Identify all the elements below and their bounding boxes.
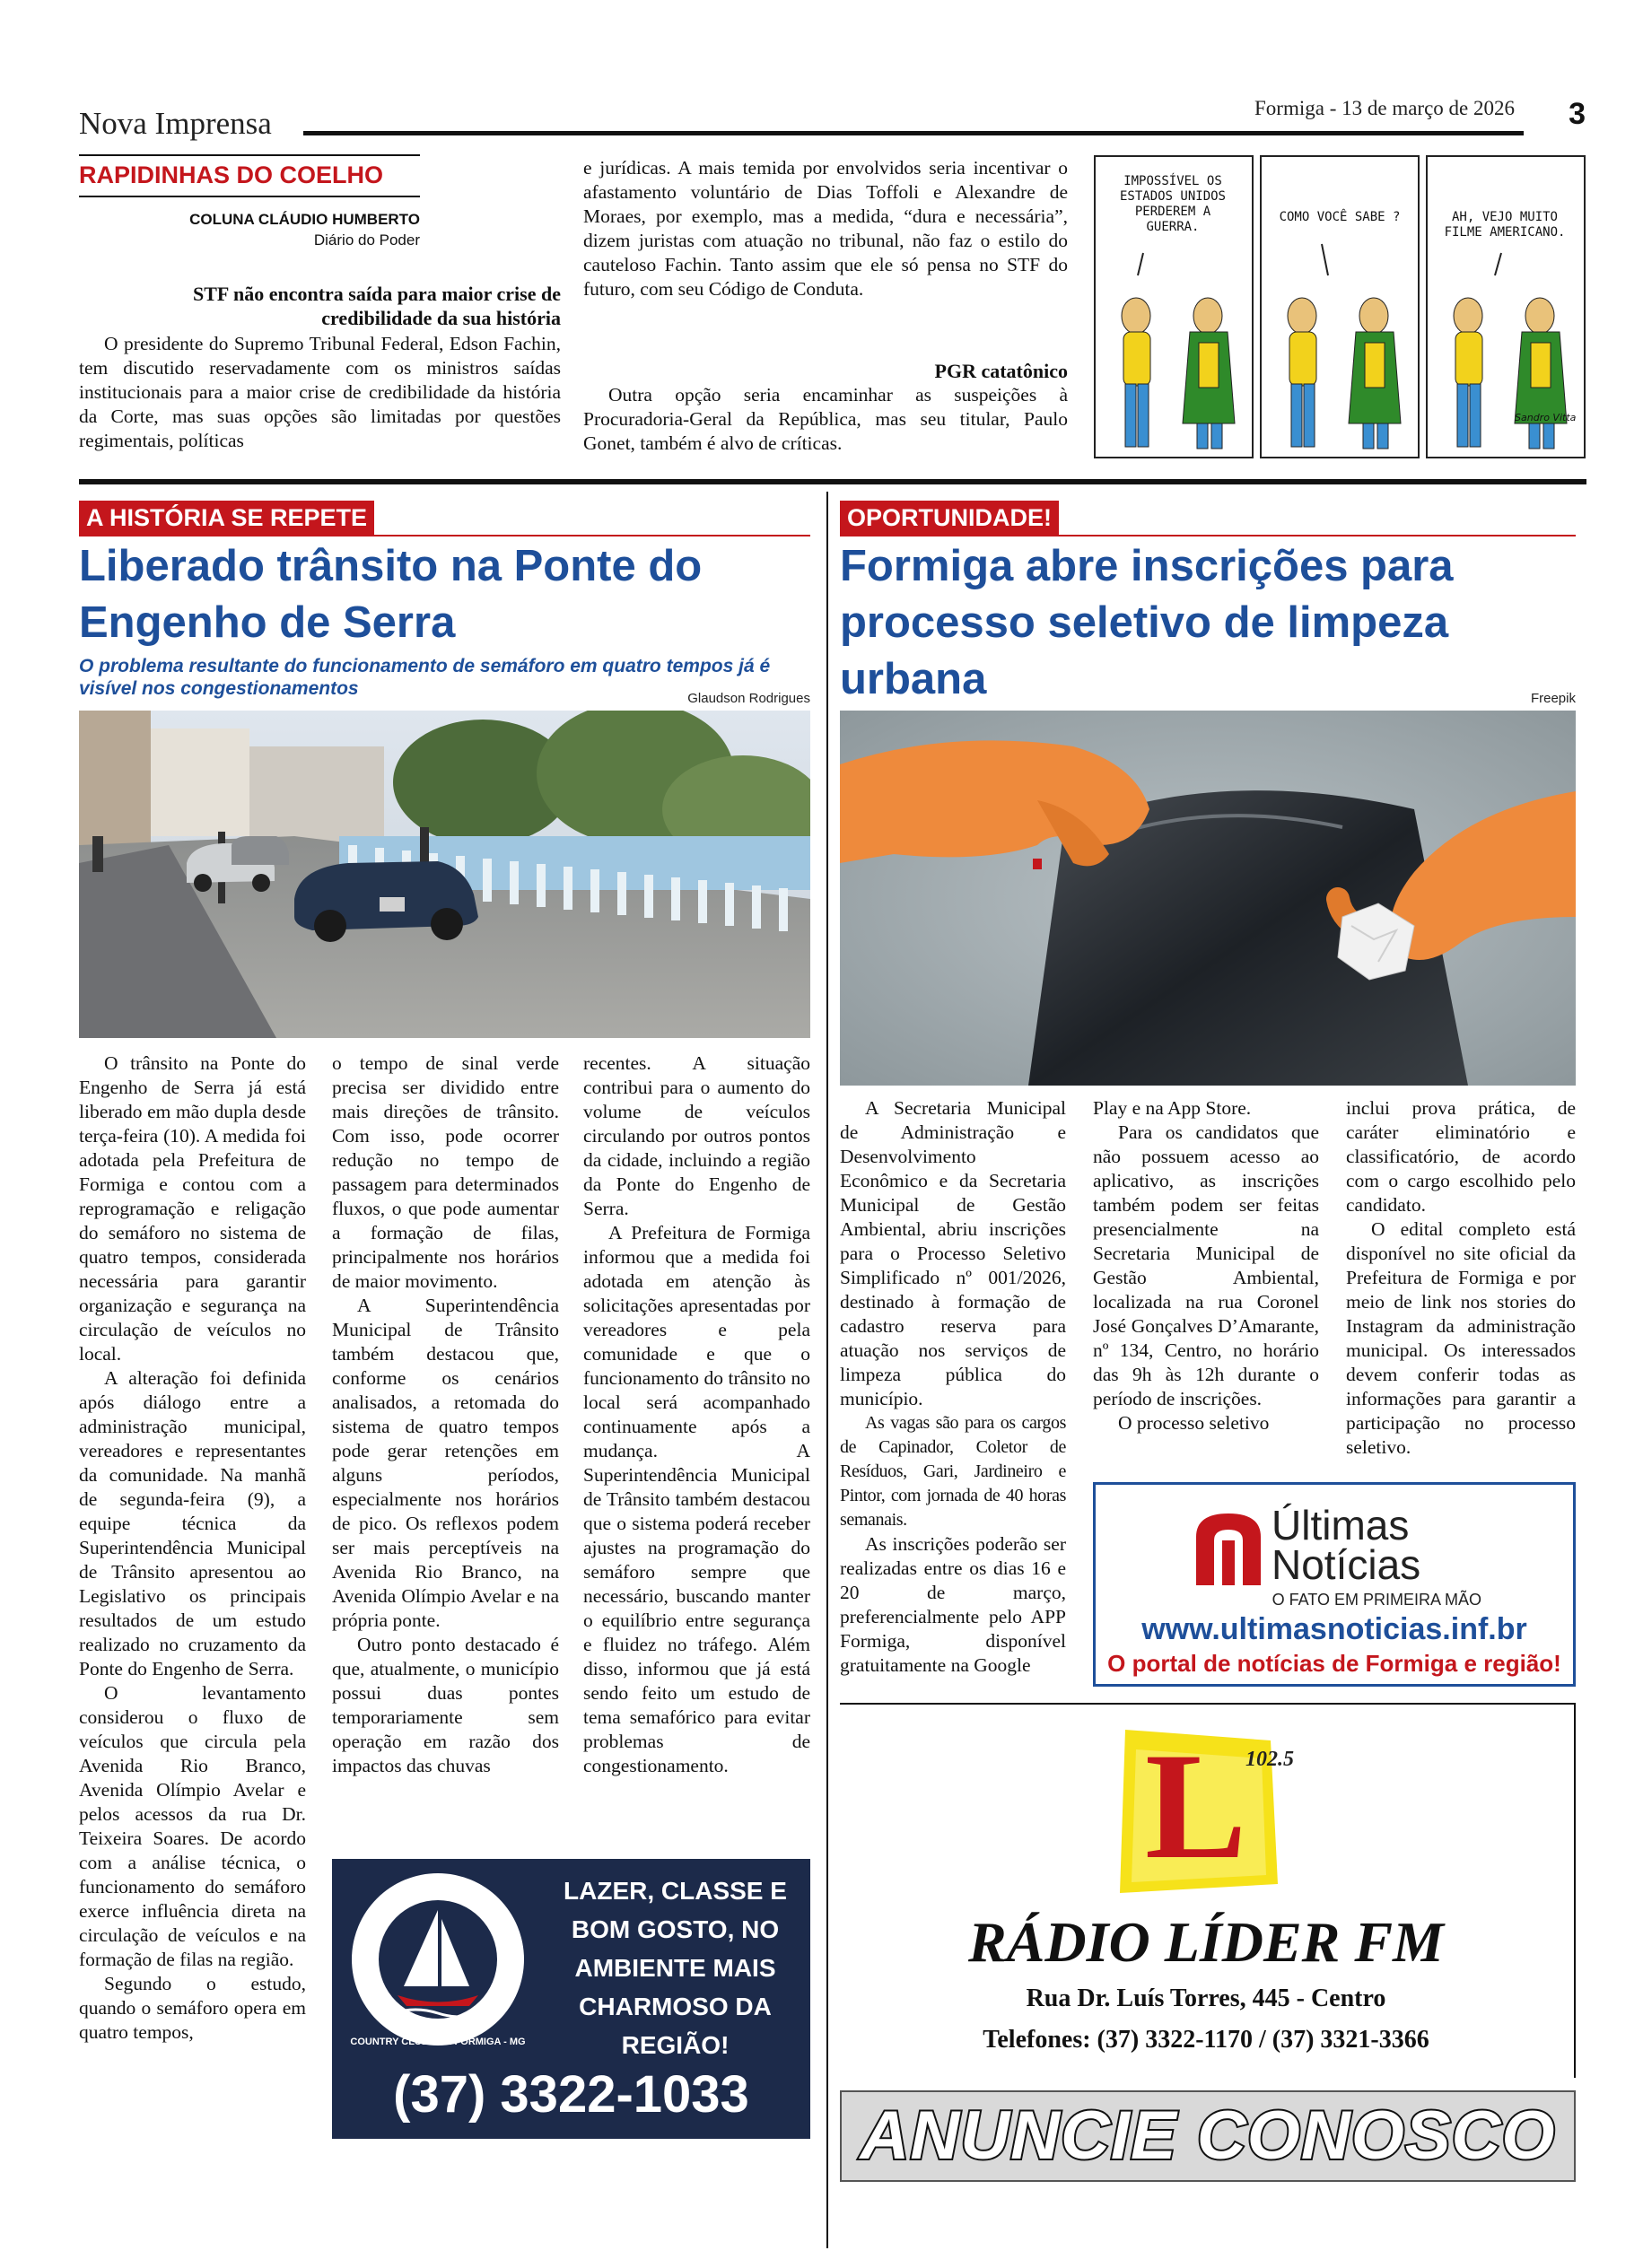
article1-photo-credit: Glaudson Rodrigues xyxy=(687,691,810,706)
article1-kicker-rule xyxy=(79,535,810,536)
ad-radio-lider[interactable] xyxy=(840,1703,1576,2078)
radio-address: Rua Dr. Luís Torres, 445 - Centro xyxy=(1026,1984,1386,2012)
ultimas-tagline: O FATO EM PRIMEIRA MÃO xyxy=(1272,1591,1481,1609)
column-title: RAPIDINHAS DO COELHO xyxy=(79,161,384,188)
article1-headline: Liberado trânsito na Ponte do Engenho de Serra xyxy=(79,542,703,647)
edition-date: Formiga - 13 de março de 2026 xyxy=(1254,97,1515,119)
article2-headline: Formiga abre inscrições para processo seletivo de limpeza urbana xyxy=(840,542,1454,703)
page-number: 3 xyxy=(1569,97,1586,131)
ad-country-club[interactable] xyxy=(332,1859,810,2139)
anuncie-text: ANUNCIE CONOSCO xyxy=(860,2098,1556,2174)
article1-kicker: A HISTÓRIA SE REPETE xyxy=(79,501,374,535)
ultimas-url[interactable]: www.ultimasnoticias.inf.br xyxy=(1141,1612,1527,1646)
column-subhead: PGR catatônico xyxy=(934,360,1068,382)
column-source: Diário do Poder xyxy=(313,231,420,249)
column-headline: STF não encontra saída para maior crise de credibilidade da sua história xyxy=(192,283,561,329)
country-club-slogan: LAZER, CLASSE E BOM GOSTO, NO AMBIENTE MAIS CHARMOSO DA REGIÃO! xyxy=(564,1877,787,2059)
ultimas-slogan: O portal de notícias de Formiga e região! xyxy=(1107,1650,1561,1677)
article2-col3: inclui prova prática, de caráter eliminatório e classificatório, de acordo com o cargo escolhido pelo candidato. O edital completo está disponível no site oficial da Prefeitura de Formiga e por meio de link nos stories do Instagram da administração municipal. Os interessados devem conferir todas as informações para garantir a participação no processo seletivo. xyxy=(1346,1097,1576,1458)
column-divider xyxy=(826,492,828,2248)
section-rule xyxy=(79,479,1586,484)
cartoon-signature: Sandro Vitta xyxy=(1515,412,1577,423)
radio-name: RÁDIO LÍDER FM xyxy=(968,1910,1444,1974)
ultimas-brand-2: Notícias xyxy=(1272,1541,1421,1588)
anuncie-banner[interactable] xyxy=(840,2090,1576,2182)
article2-photo-credit: Freepik xyxy=(1530,691,1576,706)
column-author: COLUNA CLÁUDIO HUMBERTO xyxy=(189,211,420,228)
cartoon-balloon-2: COMO VOCÊ SABE ? xyxy=(1279,210,1401,224)
column-text-1: O presidente do Supremo Tribunal Federal, Edson Fachin, tem discutido reservadamente com os ministros saídas institucionais para a maior crise de credibilidade da história da Corte, mas suas opções são limitadas por questões regimentais, políticas xyxy=(79,333,561,451)
column-title-rule-top xyxy=(79,154,420,156)
radio-frequency: 102.5 xyxy=(1245,1748,1294,1771)
ad-ultimas-noticias[interactable] xyxy=(1093,1482,1576,1687)
ultimas-brand-1: Últimas xyxy=(1272,1502,1410,1548)
article2-kicker-rule xyxy=(840,535,1576,536)
column-text-3: Outra opção seria encaminhar as suspeições à Procuradoria-Geral da República, mas seu titular, Paulo Gonet, também é alvo de críticas. xyxy=(583,384,1068,454)
radio-phones: Telefones: (37) 3322-1170 / (37) 3321-3366 xyxy=(983,2026,1429,2054)
article2-col2: Play e na App Store. Para os candidatos que não possuem acesso ao aplicativo, as inscrições também podem ser feitas presencialmente na Secretaria Municipal de Gestão Ambiental, localizada na rua Coronel José Gonçalves D’Amarante, nº 134, Centro, no horário das 9h às 12h durante o período de inscrições. O processo seletivo xyxy=(1093,1097,1319,1434)
country-club-ring-text: COUNTRY CLUBE DE FORMIGA - MG xyxy=(350,2037,526,2047)
column-title-rule-bottom xyxy=(79,196,420,197)
article2-photo xyxy=(840,711,1576,1086)
article1-col1: O trânsito na Ponte do Engenho de Serra já está liberado em mão dupla desde terça-feira (10). A medida foi adotada pela Prefeitura de Formiga e contou com a reprogramação e religação do semáforo no sistema de quatro tempos, considerada necessária para garantir organização e segurança na circulação de veículos no local. A alteração foi definida após diálogo entre a administração municipal, vereadores e representantes da comunidade. Na manhã de segunda-feira (9), a equipe técnica da Superintendência Municipal de Trânsito apresentou ao Legislativo os principais resultados de um estudo realizado no cruzamento da Ponte do Engenho de Serra. O levantamento considerou o fluxo de veículos que circula pela Avenida Rio Branco, Avenida Olímpio Avelar e pelos acessos da rua Dr. Teixeira Soares. De acordo com a análise técnica, o funcionamento do semáforo exerce influência direta na circulação de veículos e na formação de filas na região. Segundo o estudo, quando o semáforo opera em quatro tempos, xyxy=(79,1052,306,2043)
masthead-rule xyxy=(303,131,1524,135)
article1-col3: recentes. A situação contribui para o aumento do volume de veículos circulando por outros pontos da cidade, incluindo a região da Ponte do Engenho de Serra. A Prefeitura de Formiga informou que a medida foi adotada em atenção às solicitações apresentadas por vereadores e pela comunidade e que o funcionamento do trânsito no local será acompanhado continuamente após a mudança. A Superintendência Municipal de Trânsito também destacou que o sistema poderá receber ajustes na programação do semáforo sempre que necessário, buscando manter o equilíbrio entre segurança e fluidez no tráfego. Além disso, informou que já está sendo feito um estudo de tema semafórico para evitar problemas de congestionamento. xyxy=(583,1052,810,1776)
radio-lider-letter: L xyxy=(1145,1722,1247,1890)
country-club-phone: (37) 3322-1033 xyxy=(393,2065,749,2124)
cartoon-balloon-3: AH, VEJO MUITO FILME AMERICANO. xyxy=(1444,210,1566,240)
article1-photo xyxy=(79,711,810,1038)
article2-col1: A Secretaria Municipal de Administração e Desenvolvimento Econômico e da Secretaria Municipal de Gestão Ambiental, abriu inscrições para o Processo Seletivo Simplificado nº 001/2026, destinado à formação de cadastro reserva para atuação nos serviços de limpeza pública do município. As vagas são para os cargos de Capinador, Coletor de Resíduos, Gari, Jardineiro e Pintor, com jornada de 40 horas semanais. As inscrições poderão ser realizadas entre os dias 16 e 20 de março, preferencialmente pelo APP Formiga, disponível gratuitamente na Google xyxy=(840,1097,1066,1676)
country-club-logo xyxy=(348,1870,528,2049)
cartoon xyxy=(1093,154,1586,459)
article2-kicker: OPORTUNIDADE! xyxy=(840,501,1059,535)
publication-name: Nova Imprensa xyxy=(79,106,272,141)
column-text-2: e jurídicas. A mais temida por envolvidos seria incentivar o afastamento voluntário de Dias Toffoli e Alexandre de Moraes, por exemplo, mas a medida, “dura e necessária”, dizem juristas com atuação no tribunal, não faz o estilo do cauteloso Fachin. Tanto assim que ele só pensa no STF do futuro, com seu Código de Conduta. xyxy=(583,157,1068,300)
ultimas-noticias-logo xyxy=(1193,1510,1264,1587)
article1-subhead: O problema resultante do funcionamento de semáforo em quatro tempos já é visível nos congestionamentos xyxy=(79,656,771,699)
cartoon-balloon-1: IMPOSSÍVEL OS ESTADOS UNIDOS PERDEREM A GUERRA. xyxy=(1119,174,1226,234)
article1-col2: o tempo de sinal verde precisa ser dividido entre mais direções de trânsito. Com isso, pode ocorrer redução no tempo de passagem para determinados fluxos, o que pode aumentar a formação de filas, principalmente nos horários de maior movimento. A Superintendência Municipal de Trânsito também destacou que, conforme os cenários analisados, a retomada do sistema de quatro tempos pode gerar retenções em alguns períodos, especialmente nos horários de pico. Os reflexos podem ser mais perceptíveis na Avenida Rio Branco, na Avenida Olímpio Avelar e na própria ponte. Outro ponto destacado é que, atualmente, o município possui duas pontes temporariamente sem operação em razão dos impactos das chuvas xyxy=(332,1052,559,1776)
